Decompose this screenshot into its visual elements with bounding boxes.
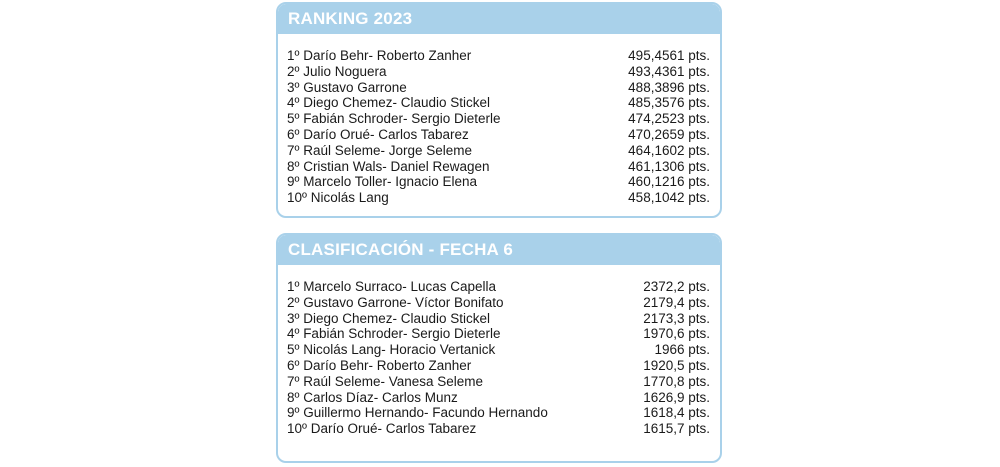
row-name: 4º Diego Chemez- Claudio Stickel [287,95,491,111]
row-name: 7º Raúl Seleme- Jorge Seleme [287,142,473,158]
ranking-row [287,405,710,421]
row-score: 1966 pts. [654,342,710,358]
ranking-row [287,143,710,159]
row-score: 493,4361 pts. [628,63,710,79]
ranking-row [287,326,710,342]
row-score: 1970,6 pts. [643,326,710,342]
row-name: 3º Gustavo Garrone [287,79,407,95]
ranking-row [287,358,710,374]
row-name: 6º Darío Orué- Carlos Tabarez [287,126,469,142]
row-score: 2173,3 pts. [643,310,710,326]
row-name: 9º Guillermo Hernando- Facundo Hernando [287,405,548,421]
ranking-list [278,34,720,206]
row-score: 1770,8 pts. [643,373,710,389]
row-name: 1º Marcelo Surraco- Lucas Capella [287,279,497,294]
ranking-row [287,111,710,127]
row-score: 460,1216 pts. [628,174,710,190]
row-name: 4º Fabián Schroder- Sergio Dieterle [287,326,501,342]
row-name: 2º Julio Noguera [287,63,387,79]
ranking-row [287,311,710,327]
ranking-row [287,390,710,406]
ranking-row [287,95,710,111]
row-name: 8º Carlos Díaz- Carlos Munz [287,389,458,405]
ranking-row [287,64,710,80]
row-score: 464,1602 pts. [628,142,710,158]
row-score: 2179,4 pts. [643,294,710,310]
row-name: 10º Nicolás Lang [287,190,389,206]
ranking-row [287,295,710,311]
row-score: 1920,5 pts. [643,357,710,373]
ranking-row [287,48,710,64]
row-name: 7º Raúl Seleme- Vanesa Seleme [287,373,484,389]
ranking-row [287,174,710,190]
row-name: 2º Gustavo Garrone- Víctor Bonifato [287,294,504,310]
row-score: 495,4561 pts. [628,48,710,63]
row-score: 458,1042 pts. [628,190,710,206]
row-score: 488,3896 pts. [628,79,710,95]
row-score: 1615,7 pts. [643,421,710,437]
ranking-row [287,374,710,390]
ranking-row [287,279,710,295]
clasificacion-title: CLASIFICACIÓN - FECHA 6 [278,235,720,265]
row-name: 5º Nicolás Lang- Horacio Vertanick [287,342,496,358]
clasificacion-list [278,265,720,437]
ranking-title: RANKING 2023 [278,4,720,34]
ranking-row [287,80,710,96]
row-score: 2372,2 pts. [643,279,710,294]
row-name: 3º Diego Chemez- Claudio Stickel [287,310,491,326]
ranking-panel [276,2,722,218]
ranking-row [287,421,710,437]
row-name: 8º Cristian Wals- Daniel Rewagen [287,158,490,174]
row-score: 1626,9 pts. [643,389,710,405]
ranking-row [287,159,710,175]
clasificacion-panel [276,233,722,463]
row-score: 485,3576 pts. [628,95,710,111]
row-score: 470,2659 pts. [628,126,710,142]
row-score: 1618,4 pts. [643,405,710,421]
row-score: 474,2523 pts. [628,111,710,127]
row-name: 6º Darío Behr- Roberto Zanher [287,357,472,373]
row-score: 461,1306 pts. [628,158,710,174]
ranking-row [287,127,710,143]
row-name: 1º Darío Behr- Roberto Zanher [287,48,472,63]
ranking-row [287,190,710,206]
ranking-row [287,342,710,358]
row-name: 5º Fabián Schroder- Sergio Dieterle [287,111,501,127]
row-name: 9º Marcelo Toller- Ignacio Elena [287,174,478,190]
row-name: 10º Darío Orué- Carlos Tabarez [287,421,477,437]
